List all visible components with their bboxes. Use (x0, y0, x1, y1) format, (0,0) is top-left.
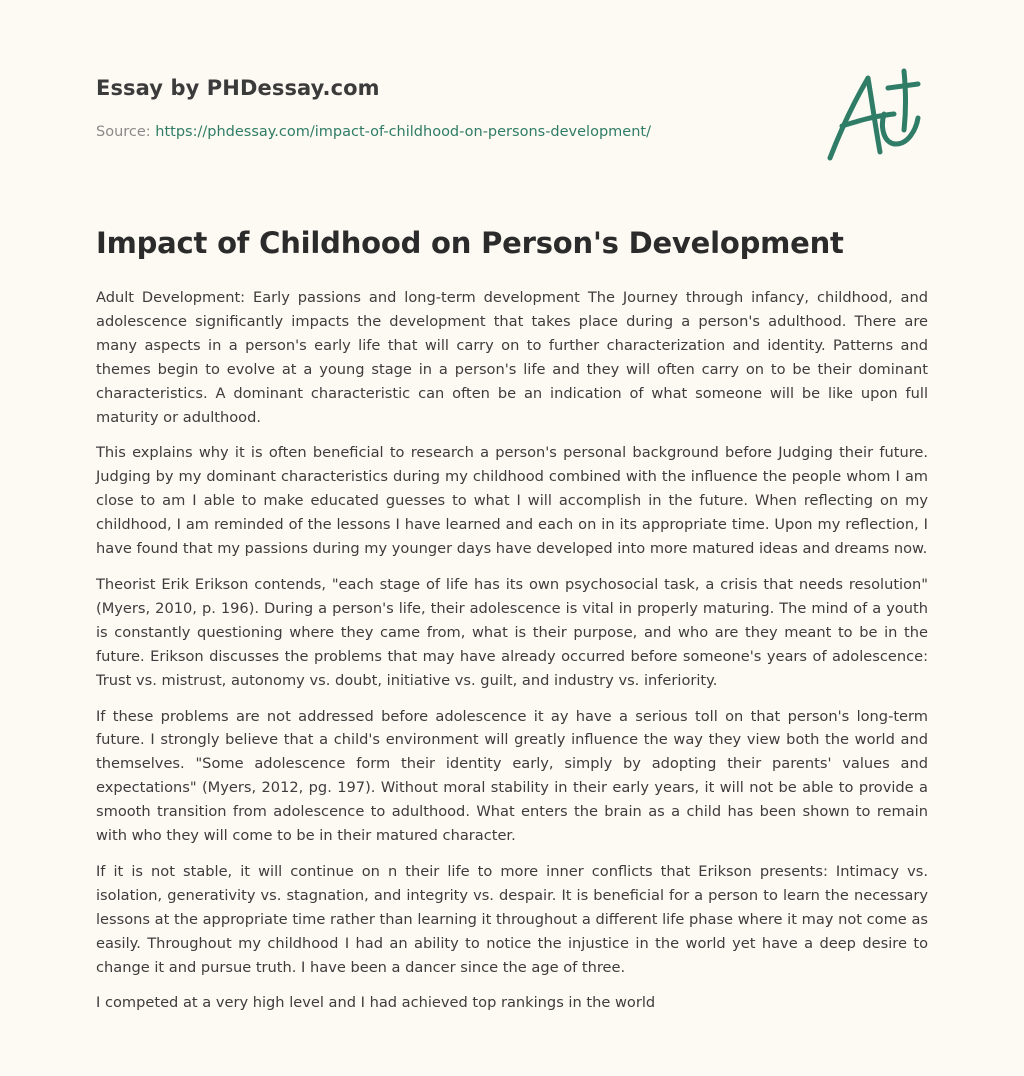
essay-paragraph: If these problems are not addressed before adolescence it ay have a serious toll on that person's long-term future. I strongly believe that a child's environment will greatly influence the way they view both the world and themselves. "Some adolescence form their identity early, simply by adopting their parents' values and expectations" (Myers, 2012, pg. 197). Without moral stability in their early years, it will not be able to provide a smooth transition from adolescence to adulthood. What enters the brain as a child has been shown to remain with who they will come to be in their matured character. (96, 707, 928, 845)
source-line (96, 124, 651, 140)
essay-paragraph: Adult Development: Early passions and long-term development The Journey through infancy, childhood, and adolescence significantly impacts the development that takes place during a person's adulthood. There are many aspects in a person's early life that will carry on to further characterization and identity. Patterns and themes begin to evolve at a young stage in a person's life and they will often carry on to be their dominant characteristics. A dominant characteristic can often be an indication of what someone will be like upon full maturity or adulthood. (96, 289, 928, 426)
essay-paragraph: This explains why it is often beneficial to research a person's personal background before Judging their future. Judging by my dominant characteristics during my childhood combined with the influence the people whom I am close to am I able to make educated guesses to what I will accomplish in the future. When reflecting on my childhood, I am reminded of the lessons I have learned and each on in its appropriate time. Upon my reflection, I have found that my passions during my younger days have developed into more matured ideas and dreams now. (96, 444, 928, 558)
source-link[interactable]: https://phdessay.com/impact-of-childhood-on-persons-development/ (155, 124, 651, 140)
essay-paragraph: Theorist Erik Erikson contends, "each stage of life has its own psychosocial task, a crisis that needs resolution" (Myers, 2010, p. 196). During a person's life, their adolescence is vital in properly maturing. The mind of a youth is constantly questioning where they came from, what is their purpose, and who are they meant to be in the future. Erikson discusses the problems that may have already occurred before someone's years of adolescence: Trust vs. mistrust, autonomy vs. doubt, initiative vs. guilt, and industry vs. inferiority. (96, 575, 928, 689)
essay-body (96, 286, 928, 1027)
essay-title: Impact of Childhood on Person's Development (96, 226, 844, 260)
a-plus-grade-icon (824, 68, 928, 164)
brand-heading: Essay by PHDessay.com (96, 76, 380, 100)
essay-paragraph: I competed at a very high level and I had achieved top rankings in the world (96, 994, 656, 1012)
essay-paragraph: If it is not stable, it will continue on n their life to more inner conflicts that Erikson presents: Intimacy vs. isolation, generativity vs. stagnation, and integrity vs. despair. It is beneficial for a person to learn the necessary lessons at the appropriate time rather than learning it throughout a different life phase where it may not come as easily. Throughout my childhood I had an ability to notice the injustice in the world yet have a deep desire to change it and pursue truth. I have been a dancer since the age of three. (96, 862, 928, 976)
source-label: Source: (96, 124, 151, 140)
